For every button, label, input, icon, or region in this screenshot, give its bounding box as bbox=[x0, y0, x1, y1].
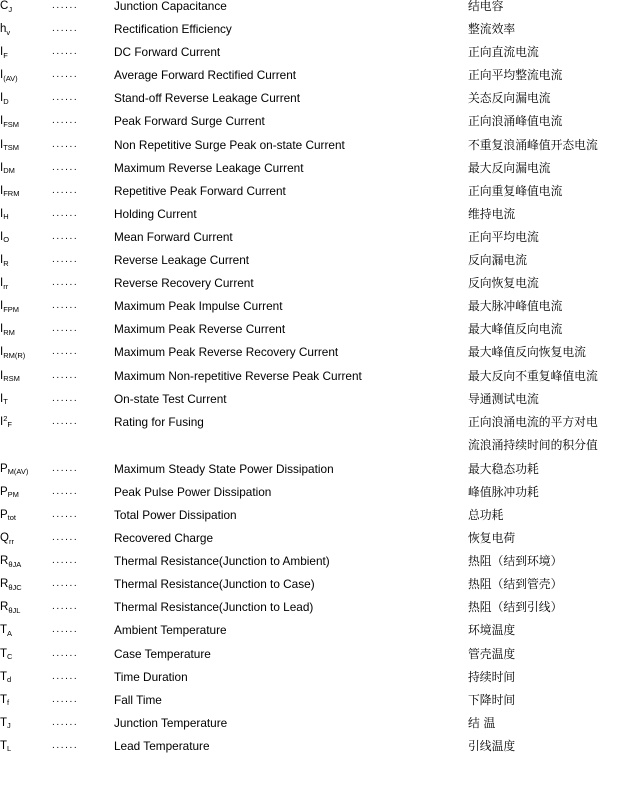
glossary-row bbox=[0, 0, 637, 23]
glossary-row bbox=[0, 231, 637, 254]
dot-leader: ...... bbox=[52, 207, 79, 219]
symbol-base: I bbox=[0, 277, 4, 290]
chinese-term: 最大反向不重复峰值电流 bbox=[468, 368, 598, 383]
symbol-base: T bbox=[0, 693, 8, 706]
dot-leader: ...... bbox=[52, 46, 79, 58]
symbol-subscript: θJC bbox=[8, 582, 22, 592]
english-term: Repetitive Peak Forward Current bbox=[114, 183, 286, 198]
dot-leader: ...... bbox=[52, 601, 79, 613]
symbol-base: I bbox=[0, 392, 4, 405]
symbol-cell bbox=[0, 346, 52, 369]
symbol-base: I bbox=[0, 415, 4, 428]
english-term: Maximum Peak Reverse Current bbox=[114, 322, 286, 337]
symbol-subscript: RM(R) bbox=[3, 350, 26, 360]
glossary-row bbox=[0, 578, 637, 601]
chinese-term: 管壳温度 bbox=[468, 646, 516, 661]
symbol-cell bbox=[0, 323, 52, 346]
glossary-row bbox=[0, 509, 637, 532]
symbol-cell bbox=[0, 208, 52, 231]
glossary-row bbox=[0, 601, 637, 624]
symbol-cell bbox=[0, 370, 52, 393]
english-term: Junction Capacitance bbox=[114, 0, 227, 13]
english-term: Peak Forward Surge Current bbox=[114, 114, 265, 129]
glossary-row bbox=[0, 323, 637, 346]
symbol-subscript: A bbox=[7, 628, 13, 638]
dot-leader: ...... bbox=[52, 323, 79, 335]
symbol-cell bbox=[0, 231, 52, 254]
english-term: Ambient Temperature bbox=[114, 623, 227, 638]
chinese-term: 环境温度 bbox=[468, 623, 516, 638]
english-term: Thermal Resistance(Junction to Lead) bbox=[114, 600, 314, 615]
glossary-table-part2 bbox=[0, 463, 637, 763]
dot-leader: ...... bbox=[52, 277, 79, 289]
dot-leader: ...... bbox=[52, 161, 79, 173]
glossary-row bbox=[0, 671, 637, 694]
symbol-base: I bbox=[0, 254, 4, 267]
dot-leader: ...... bbox=[52, 647, 79, 659]
chinese-term: 结 温 bbox=[468, 715, 496, 730]
dot-leader: ...... bbox=[52, 555, 79, 567]
glossary-row bbox=[0, 69, 637, 92]
english-term: DC Forward Current bbox=[114, 45, 221, 60]
symbol-subscript: J bbox=[8, 4, 13, 14]
spacer-cell bbox=[52, 451, 114, 463]
glossary-row bbox=[0, 393, 637, 416]
symbol-cell bbox=[0, 92, 52, 115]
dot-leader: ...... bbox=[52, 578, 79, 590]
dot-leader: ...... bbox=[52, 670, 79, 682]
english-term: Mean Forward Current bbox=[114, 229, 233, 244]
symbol-cell bbox=[0, 555, 52, 578]
chinese-term: 整流效率 bbox=[468, 22, 516, 37]
spacer-cell bbox=[114, 451, 468, 463]
symbol-subscript: D bbox=[3, 96, 9, 106]
glossary-row bbox=[0, 346, 637, 369]
chinese-term: 热阻（结到引线） bbox=[468, 600, 563, 615]
symbol-cell bbox=[0, 740, 52, 763]
dot-leader: ...... bbox=[52, 0, 79, 11]
symbol-subscript: H bbox=[3, 212, 9, 222]
symbol-subscript: d bbox=[7, 675, 12, 685]
symbol-subscript: FSM bbox=[3, 119, 20, 129]
symbol-subscript: rr bbox=[3, 281, 9, 291]
glossary-row bbox=[0, 486, 637, 509]
symbol-cell bbox=[0, 139, 52, 162]
symbol-subscript: v bbox=[6, 27, 11, 37]
chinese-term: 最大脉冲峰值电流 bbox=[468, 299, 563, 314]
symbol-cell bbox=[0, 393, 52, 416]
symbol-base: I bbox=[0, 138, 4, 151]
english-term: Peak Pulse Power Dissipation bbox=[114, 484, 272, 499]
symbol-base: I bbox=[0, 323, 4, 336]
symbol-subscript: rr bbox=[8, 536, 14, 546]
english-term: Junction Temperature bbox=[114, 715, 228, 730]
glossary-row bbox=[0, 254, 637, 277]
symbol-subscript: RSM bbox=[3, 374, 20, 383]
dot-leader: ...... bbox=[52, 184, 79, 196]
symbol-subscript: FRM bbox=[3, 189, 20, 199]
dot-leader: ...... bbox=[52, 716, 79, 728]
english-term: Fall Time bbox=[114, 692, 162, 707]
glossary-row bbox=[0, 139, 637, 162]
glossary-row bbox=[0, 463, 637, 486]
english-term: Maximum Steady State Power Dissipation bbox=[114, 461, 334, 476]
dot-leader: ...... bbox=[52, 462, 79, 474]
chinese-term-continuation: 流浪涌持续时间的积分值 bbox=[468, 437, 598, 452]
symbol-subscript: R bbox=[3, 258, 9, 268]
chinese-term: 恢复电荷 bbox=[468, 531, 516, 546]
english-term: Stand-off Reverse Leakage Current bbox=[114, 91, 301, 106]
chinese-term: 不重复浪涌峰值开态电流 bbox=[468, 137, 598, 152]
glossary-row bbox=[0, 694, 637, 717]
dot-leader: ...... bbox=[52, 739, 79, 751]
symbol-base: R bbox=[0, 555, 9, 568]
chinese-term: 关态反向漏电流 bbox=[468, 91, 551, 106]
symbol-base: I bbox=[0, 161, 4, 174]
symbol-cell bbox=[0, 486, 52, 509]
chinese-term: 峰值脉冲功耗 bbox=[468, 484, 539, 499]
dot-leader: ...... bbox=[52, 115, 79, 127]
chinese-term: 结电容 bbox=[468, 0, 504, 13]
symbol-cell bbox=[0, 162, 52, 185]
symbol-base: T bbox=[0, 716, 8, 729]
english-term: Lead Temperature bbox=[114, 738, 210, 753]
english-term: Maximum Peak Impulse Current bbox=[114, 299, 283, 314]
english-term: Recovered Charge bbox=[114, 531, 214, 546]
english-term: Thermal Resistance(Junction to Case) bbox=[114, 577, 315, 592]
symbol-base: I bbox=[0, 369, 4, 382]
symbol-base: I bbox=[0, 346, 4, 359]
symbol-subscript: F bbox=[7, 420, 12, 430]
symbol-base: I bbox=[0, 230, 4, 243]
symbol-cell bbox=[0, 300, 52, 323]
symbol-subscript: T bbox=[3, 397, 8, 407]
symbol-subscript: θJA bbox=[8, 559, 22, 569]
dot-leader: ...... bbox=[52, 392, 79, 404]
symbol-cell bbox=[0, 46, 52, 69]
glossary-row bbox=[0, 208, 637, 231]
symbol-cell bbox=[0, 509, 52, 532]
chinese-term: 反向漏电流 bbox=[468, 253, 527, 268]
chinese-term: 热阻（结到环境） bbox=[468, 554, 563, 569]
symbol-base: P bbox=[0, 508, 8, 521]
symbol-cell bbox=[0, 277, 52, 300]
glossary-row bbox=[0, 300, 637, 323]
symbol-subscript: f bbox=[7, 698, 10, 708]
symbol-subscript: DM bbox=[3, 166, 15, 176]
symbol-cell bbox=[0, 671, 52, 694]
symbol-base: I bbox=[0, 300, 4, 313]
symbol-base: I bbox=[0, 115, 4, 128]
glossary-row bbox=[0, 740, 637, 763]
english-term: Maximum Reverse Leakage Current bbox=[114, 160, 304, 175]
spacer-cell bbox=[0, 439, 52, 451]
symbol-base: I bbox=[0, 184, 4, 197]
chinese-term: 最大峰值反向恢复电流 bbox=[468, 345, 586, 360]
english-term: Thermal Resistance(Junction to Ambient) bbox=[114, 554, 330, 569]
english-term: Rating for Fusing bbox=[114, 414, 204, 429]
glossary-row bbox=[0, 115, 637, 138]
chinese-term: 正向浪涌电流的平方对电 bbox=[468, 414, 598, 429]
symbol-subscript: M(AV) bbox=[7, 467, 29, 477]
english-term: Reverse Recovery Current bbox=[114, 276, 254, 291]
dot-leader: ...... bbox=[52, 624, 79, 636]
symbol-base: C bbox=[0, 0, 9, 12]
symbol-subscript: tot bbox=[7, 513, 17, 523]
symbol-cell bbox=[0, 115, 52, 138]
chinese-term: 最大峰值反向电流 bbox=[468, 322, 563, 337]
english-term: Rectification Efficiency bbox=[114, 22, 232, 37]
glossary-row bbox=[0, 416, 637, 439]
glossary-row bbox=[0, 23, 637, 46]
english-term: On-state Test Current bbox=[114, 391, 227, 406]
symbol-cell bbox=[0, 69, 52, 92]
glossary-row bbox=[0, 532, 637, 555]
dot-leader: ...... bbox=[52, 369, 79, 381]
chinese-term: 正向浪涌峰值电流 bbox=[468, 114, 563, 129]
symbol-subscript: θJL bbox=[8, 605, 21, 615]
spacer-cell bbox=[114, 439, 468, 451]
glossary-row bbox=[0, 370, 637, 393]
chinese-term: 热阻（结到管壳） bbox=[468, 577, 563, 592]
chinese-term: 下降时间 bbox=[468, 692, 516, 707]
symbol-cell bbox=[0, 23, 52, 46]
symbol-base: I bbox=[0, 46, 4, 59]
symbol-subscript: L bbox=[7, 744, 12, 754]
symbol-base: I bbox=[0, 207, 4, 220]
chinese-term: 最大稳态功耗 bbox=[468, 461, 539, 476]
dot-leader: ...... bbox=[52, 254, 79, 266]
symbol-subscript: O bbox=[3, 235, 10, 245]
english-term: Average Forward Rectified Current bbox=[114, 68, 297, 83]
symbol-cell bbox=[0, 254, 52, 277]
dot-leader: ...... bbox=[52, 346, 79, 358]
glossary-row bbox=[0, 648, 637, 671]
chinese-term: 正向重复峰值电流 bbox=[468, 183, 563, 198]
symbol-cell bbox=[0, 578, 52, 601]
symbol-cell bbox=[0, 463, 52, 486]
chinese-term: 导通测试电流 bbox=[468, 391, 539, 406]
dot-leader: ...... bbox=[52, 300, 79, 312]
symbol-base: T bbox=[0, 670, 8, 683]
symbol-subscript: TSM bbox=[3, 143, 20, 153]
chinese-term: 反向恢复电流 bbox=[468, 276, 539, 291]
chinese-term: 正向平均电流 bbox=[468, 229, 539, 244]
symbol-cell bbox=[0, 694, 52, 717]
glossary-row bbox=[0, 277, 637, 300]
symbol-subscript: RM bbox=[3, 327, 15, 337]
english-term: Time Duration bbox=[114, 669, 188, 684]
dot-leader: ...... bbox=[52, 23, 79, 35]
symbol-base: R bbox=[0, 601, 9, 614]
dot-leader: ...... bbox=[52, 532, 79, 544]
english-term: Maximum Peak Reverse Recovery Current bbox=[114, 345, 339, 360]
chinese-term: 持续时间 bbox=[468, 669, 516, 684]
dot-leader: ...... bbox=[52, 230, 79, 242]
dot-leader: ...... bbox=[52, 69, 79, 81]
dot-leader: ...... bbox=[52, 415, 79, 427]
symbol-cell bbox=[0, 717, 52, 740]
symbol-cell bbox=[0, 0, 52, 23]
glossary-row-continuation bbox=[0, 439, 637, 451]
symbol-cell bbox=[0, 648, 52, 671]
glossary-row bbox=[0, 162, 637, 185]
symbol-subscript: C bbox=[7, 652, 13, 662]
glossary-row bbox=[0, 555, 637, 578]
symbol-base: P bbox=[0, 485, 8, 498]
symbol-base: T bbox=[0, 647, 8, 660]
english-term: Non Repetitive Surge Peak on-state Current bbox=[114, 137, 345, 152]
symbol-base: R bbox=[0, 578, 9, 591]
english-term: Reverse Leakage Current bbox=[114, 253, 250, 268]
symbol-cell bbox=[0, 532, 52, 555]
chinese-term: 正向平均整流电流 bbox=[468, 68, 563, 83]
dot-leader: ...... bbox=[52, 508, 79, 520]
glossary-row bbox=[0, 717, 637, 740]
english-term: Total Power Dissipation bbox=[114, 507, 237, 522]
dot-leader: ...... bbox=[52, 138, 79, 150]
symbol-base: T bbox=[0, 739, 8, 752]
chinese-term: 正向直流电流 bbox=[468, 45, 539, 60]
glossary-row bbox=[0, 92, 637, 115]
dot-leader: ...... bbox=[52, 485, 79, 497]
chinese-term: 引线温度 bbox=[468, 738, 516, 753]
section-spacer bbox=[0, 451, 637, 463]
spacer-cell bbox=[52, 439, 114, 451]
chinese-term: 最大反向漏电流 bbox=[468, 160, 551, 175]
english-term: Holding Current bbox=[114, 206, 197, 221]
symbol-base: h bbox=[0, 23, 7, 36]
glossary-row bbox=[0, 624, 637, 647]
dot-leader: ...... bbox=[52, 92, 79, 104]
symbol-subscript: (AV) bbox=[3, 73, 18, 83]
symbol-subscript: J bbox=[7, 721, 11, 731]
symbol-cell bbox=[0, 601, 52, 624]
symbol-cell bbox=[0, 185, 52, 208]
symbol-superscript: 2 bbox=[3, 413, 8, 423]
english-term: Case Temperature bbox=[114, 646, 211, 661]
spacer-cell bbox=[468, 451, 637, 463]
symbol-cell bbox=[0, 624, 52, 647]
symbol-base: I bbox=[0, 69, 4, 82]
chinese-term: 总功耗 bbox=[468, 507, 504, 522]
symbol-base: T bbox=[0, 624, 8, 637]
symbol-subscript: F bbox=[3, 50, 8, 60]
symbol-subscript: FPM bbox=[3, 304, 20, 314]
glossary-row bbox=[0, 185, 637, 208]
symbol-base: P bbox=[0, 462, 8, 475]
symbol-base: Q bbox=[0, 532, 9, 545]
english-term: Maximum Non-repetitive Reverse Peak Current bbox=[114, 368, 362, 383]
glossary-row bbox=[0, 46, 637, 69]
symbol-subscript: PM bbox=[7, 490, 19, 500]
symbol-base: I bbox=[0, 92, 4, 105]
spacer-cell bbox=[0, 451, 52, 463]
dot-leader: ...... bbox=[52, 693, 79, 705]
chinese-term: 维持电流 bbox=[468, 206, 516, 221]
symbol-cell bbox=[0, 413, 52, 439]
